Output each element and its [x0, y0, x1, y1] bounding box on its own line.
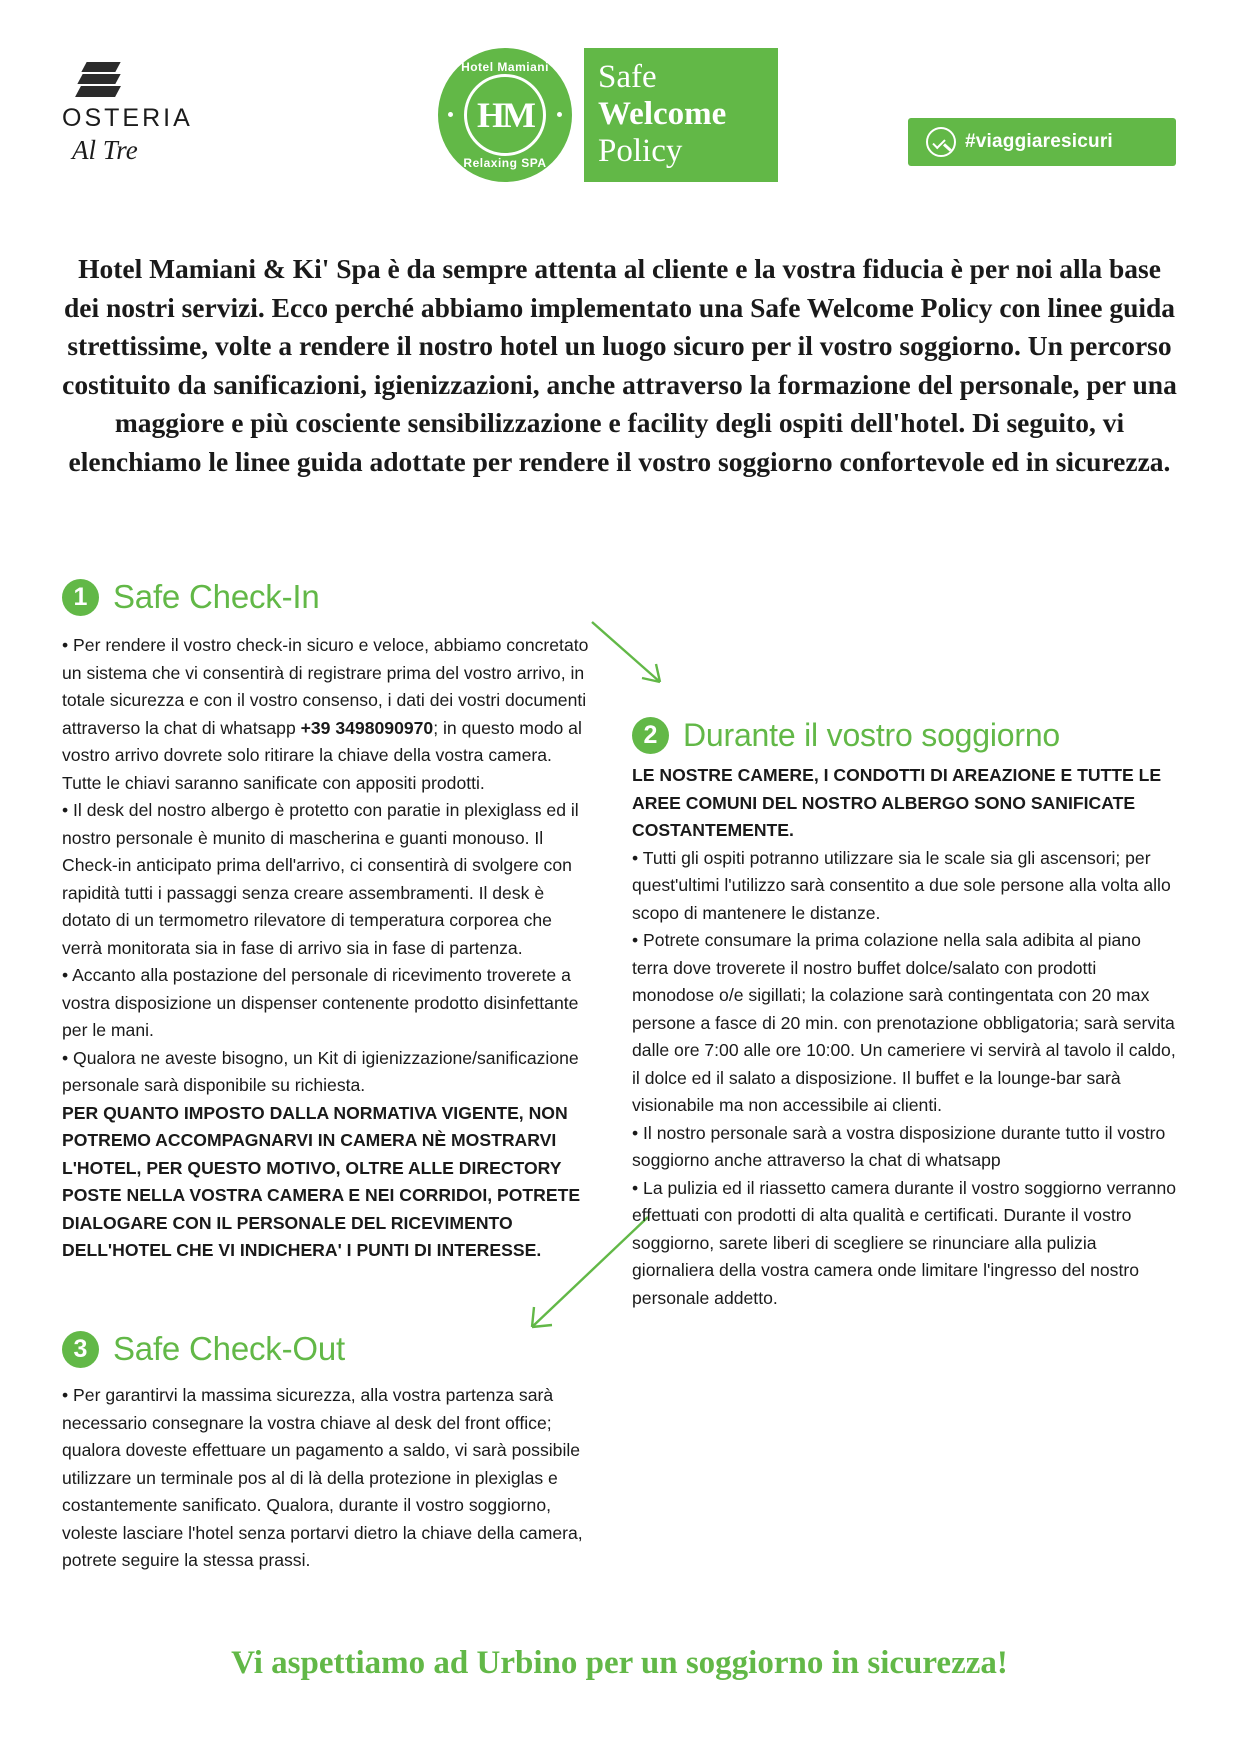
stacked-shapes-icon — [78, 60, 124, 100]
section-3-header — [62, 1330, 592, 1368]
section-2-paragraph-4: • La pulizia ed il riassetto camera durante il vostro soggiorno verranno effettuati con prodotti di alta qualità e certificati. Durante il vostro soggiorno, sarete liberi di scegliere se rinunciare alla pulizia giornaliera della vostra camera onde limitare l'ingresso del nostro personale addetto. — [632, 1177, 1177, 1308]
section-safe-check-out — [62, 1330, 592, 1575]
qr-code-icon[interactable] — [806, 1378, 1010, 1582]
section-2-lead: LE NOSTRE CAMERE, I CONDOTTI DI AREAZIONE E TUTTE LE AREE COMUNI DEL NOSTRO ALBERGO SONO SANIFICATE COSTANTEMENTE. — [632, 765, 1162, 840]
section-safe-check-in — [62, 578, 592, 1265]
section-2-paragraph-2: • Potrete consumare la prima colazione nella sala adibita al piano terra dove troverete il nostro buffet dolce/salato con prodotti monodose o/e sigillati; la colazione sarà contingentata con 20 max persone a fasce di 20 min. con prenotazione obbligatoria; sarà servita dalle ore 7:00 alle ore 10:00. Un cameriere vi servirà al tavolo il caldo, il dolce ed il salato a disposizione. Il buffet e la lounge-bar sarà visionabile ma non accessibile ai clienti. — [632, 930, 1176, 1115]
section-3-number: 3 — [62, 1331, 99, 1368]
section-1-paragraph-4: • Qualora ne aveste bisogno, un Kit di igienizzazione/sanificazione personale sarà disponibile su richiesta. — [62, 1047, 579, 1095]
section-1-closing-note: PER QUANTO IMPOSTO DALLA NORMATIVA VIGENTE, NON POTREMO ACCOMPAGNARVI IN CAMERA NÈ MOSTRARVI L'HOTEL, PER QUESTO MOTIVO, OLTRE ALLE DIRECTORY POSTE NELLA VOSTRA CAMERA E NEI CORRIDOI, POTRETE DIALOGARE CON IL PERSONALE DEL RICEVIMENTO DELL'HOTEL CHE VI INDICHERA' I PUNTI DI INTERESSE. — [62, 1102, 581, 1260]
section-1-number: 1 — [62, 579, 99, 616]
hotel-badge-bottom-text: Relaxing SPA — [463, 156, 547, 170]
viaggiaresicuri-badge — [908, 118, 1176, 166]
policy-line-1: Safe — [598, 59, 657, 95]
safe-welcome-policy-logo — [438, 40, 778, 190]
viaggiaresicuri-label: #viaggiaresicuri — [965, 131, 1113, 152]
section-2-header — [632, 717, 1177, 754]
section-2-paragraph-3: • Il nostro personale sarà a vostra disposizione durante tutto il vostro soggiorno anche attraverso la chat di whatsapp — [632, 1122, 1166, 1170]
section-3-paragraph-1: • Per garantirvi la massima sicurezza, alla vostra partenza sarà necessario consegnare la vostra chiave al desk del front office; qualora doveste effettuare un pagamento a saldo, vi sarà possibile utilizzare un terminale pos al di là della protezione in plexiglas e costantemente sanificato. Qualora, durante il vostro soggiorno, voleste lasciare l'hotel senza portarvi dietro la chiave della camera, potrete seguire la stessa prassi. — [62, 1385, 583, 1570]
section-2-number: 2 — [632, 717, 669, 754]
section-1-paragraph-3: • Accanto alla postazione del personale di ricevimento troverete a vostra disposizione un dispenser contenente prodotto disinfettante per le mani. — [62, 965, 579, 1040]
hotel-badge-letters: HM — [477, 95, 533, 135]
section-1-paragraph-2: • Il desk del nostro albergo è protetto con paratie in plexiglass ed il nostro personale è munito di mascherina e guanti monouso. Il Check-in anticipato prima dell'arrivo, ci consentirà di svolgere con rapidità tutti i passaggi senza creare assembramenti. Il desk è dotato di un termometro rilevatore di temperatura corporea che verrà monitorata sia in fase di arrivo sia in fase di partenza. — [62, 800, 579, 958]
check-circle-icon — [926, 127, 956, 157]
section-1-paragraph-1: • Per rendere il vostro check-in sicuro e veloce, abbiamo concretato un sistema che vi consentirà di registrare prima del vostro arrivo, in totale sicurezza e con il vostro consenso, i dati dei vostri documenti attraverso la chat di whatsapp +39 3498090970; in questo modo al vostro arrivo dovrete solo ritirare la chiave della vostra camera. Tutte le chiavi saranno sanificate con appositi prodotti. — [62, 635, 589, 793]
section-1-body — [62, 632, 592, 1265]
page-header — [0, 40, 1239, 200]
policy-line-2: Welcome — [598, 96, 727, 132]
section-2-title: Durante il vostro soggiorno — [683, 717, 1061, 753]
section-1-header — [62, 578, 592, 616]
section-1-title: Safe Check-In — [113, 578, 320, 615]
hotel-mamiani-badge — [438, 48, 572, 182]
section-2-body — [632, 762, 1177, 1312]
hotel-badge-top-text: Hotel Mamiani — [461, 60, 549, 74]
intro-paragraph: Hotel Mamiani & Ki' Spa è da sempre attenta al cliente e la vostra fiducia è per noi alla base dei nostri servizi. Ecco perché abbiamo implementato una Safe Welcome Policy con linee guida strettissime, volte a rendere il nostro hotel un luogo sicuro per il vostro soggiorno. Un percorso costituito da sanificazioni, igienizzazioni, anche attraverso la formazione del personale, per una maggiore e più cosciente sensibilizzazione e facility degli ospiti dell'hotel. Di seguito, vi elenchiamo le linee guida adottate per rendere il vostro soggiorno confortevole ed in sicurezza. — [62, 253, 1177, 477]
section-2-paragraph-1: • Tutti gli ospiti potranno utilizzare sia le scale sia gli ascensori; per quest'ultimi l'utilizzo sarà consentito a due sole persone alla volta allo scopo di mantenere le distanze. — [632, 847, 1171, 923]
osteria-logo — [62, 60, 242, 166]
osteria-name: OSTERIA — [62, 104, 193, 132]
footer-message: Vi aspettiamo ad Urbino per un soggiorno in sicurezza! — [231, 1645, 1008, 1681]
whatsapp-phone: +39 3498090970 — [300, 717, 434, 738]
section-3-title: Safe Check-Out — [113, 1330, 345, 1367]
policy-line-3: Policy — [598, 133, 683, 169]
section-durante-soggiorno — [632, 717, 1177, 1312]
hotel-badge-monogram — [464, 74, 546, 156]
policy-box — [584, 48, 778, 182]
arrow-to-section-2-icon — [590, 620, 690, 720]
section-3-body — [62, 1382, 592, 1575]
osteria-subtitle: Al Tre — [72, 135, 138, 165]
